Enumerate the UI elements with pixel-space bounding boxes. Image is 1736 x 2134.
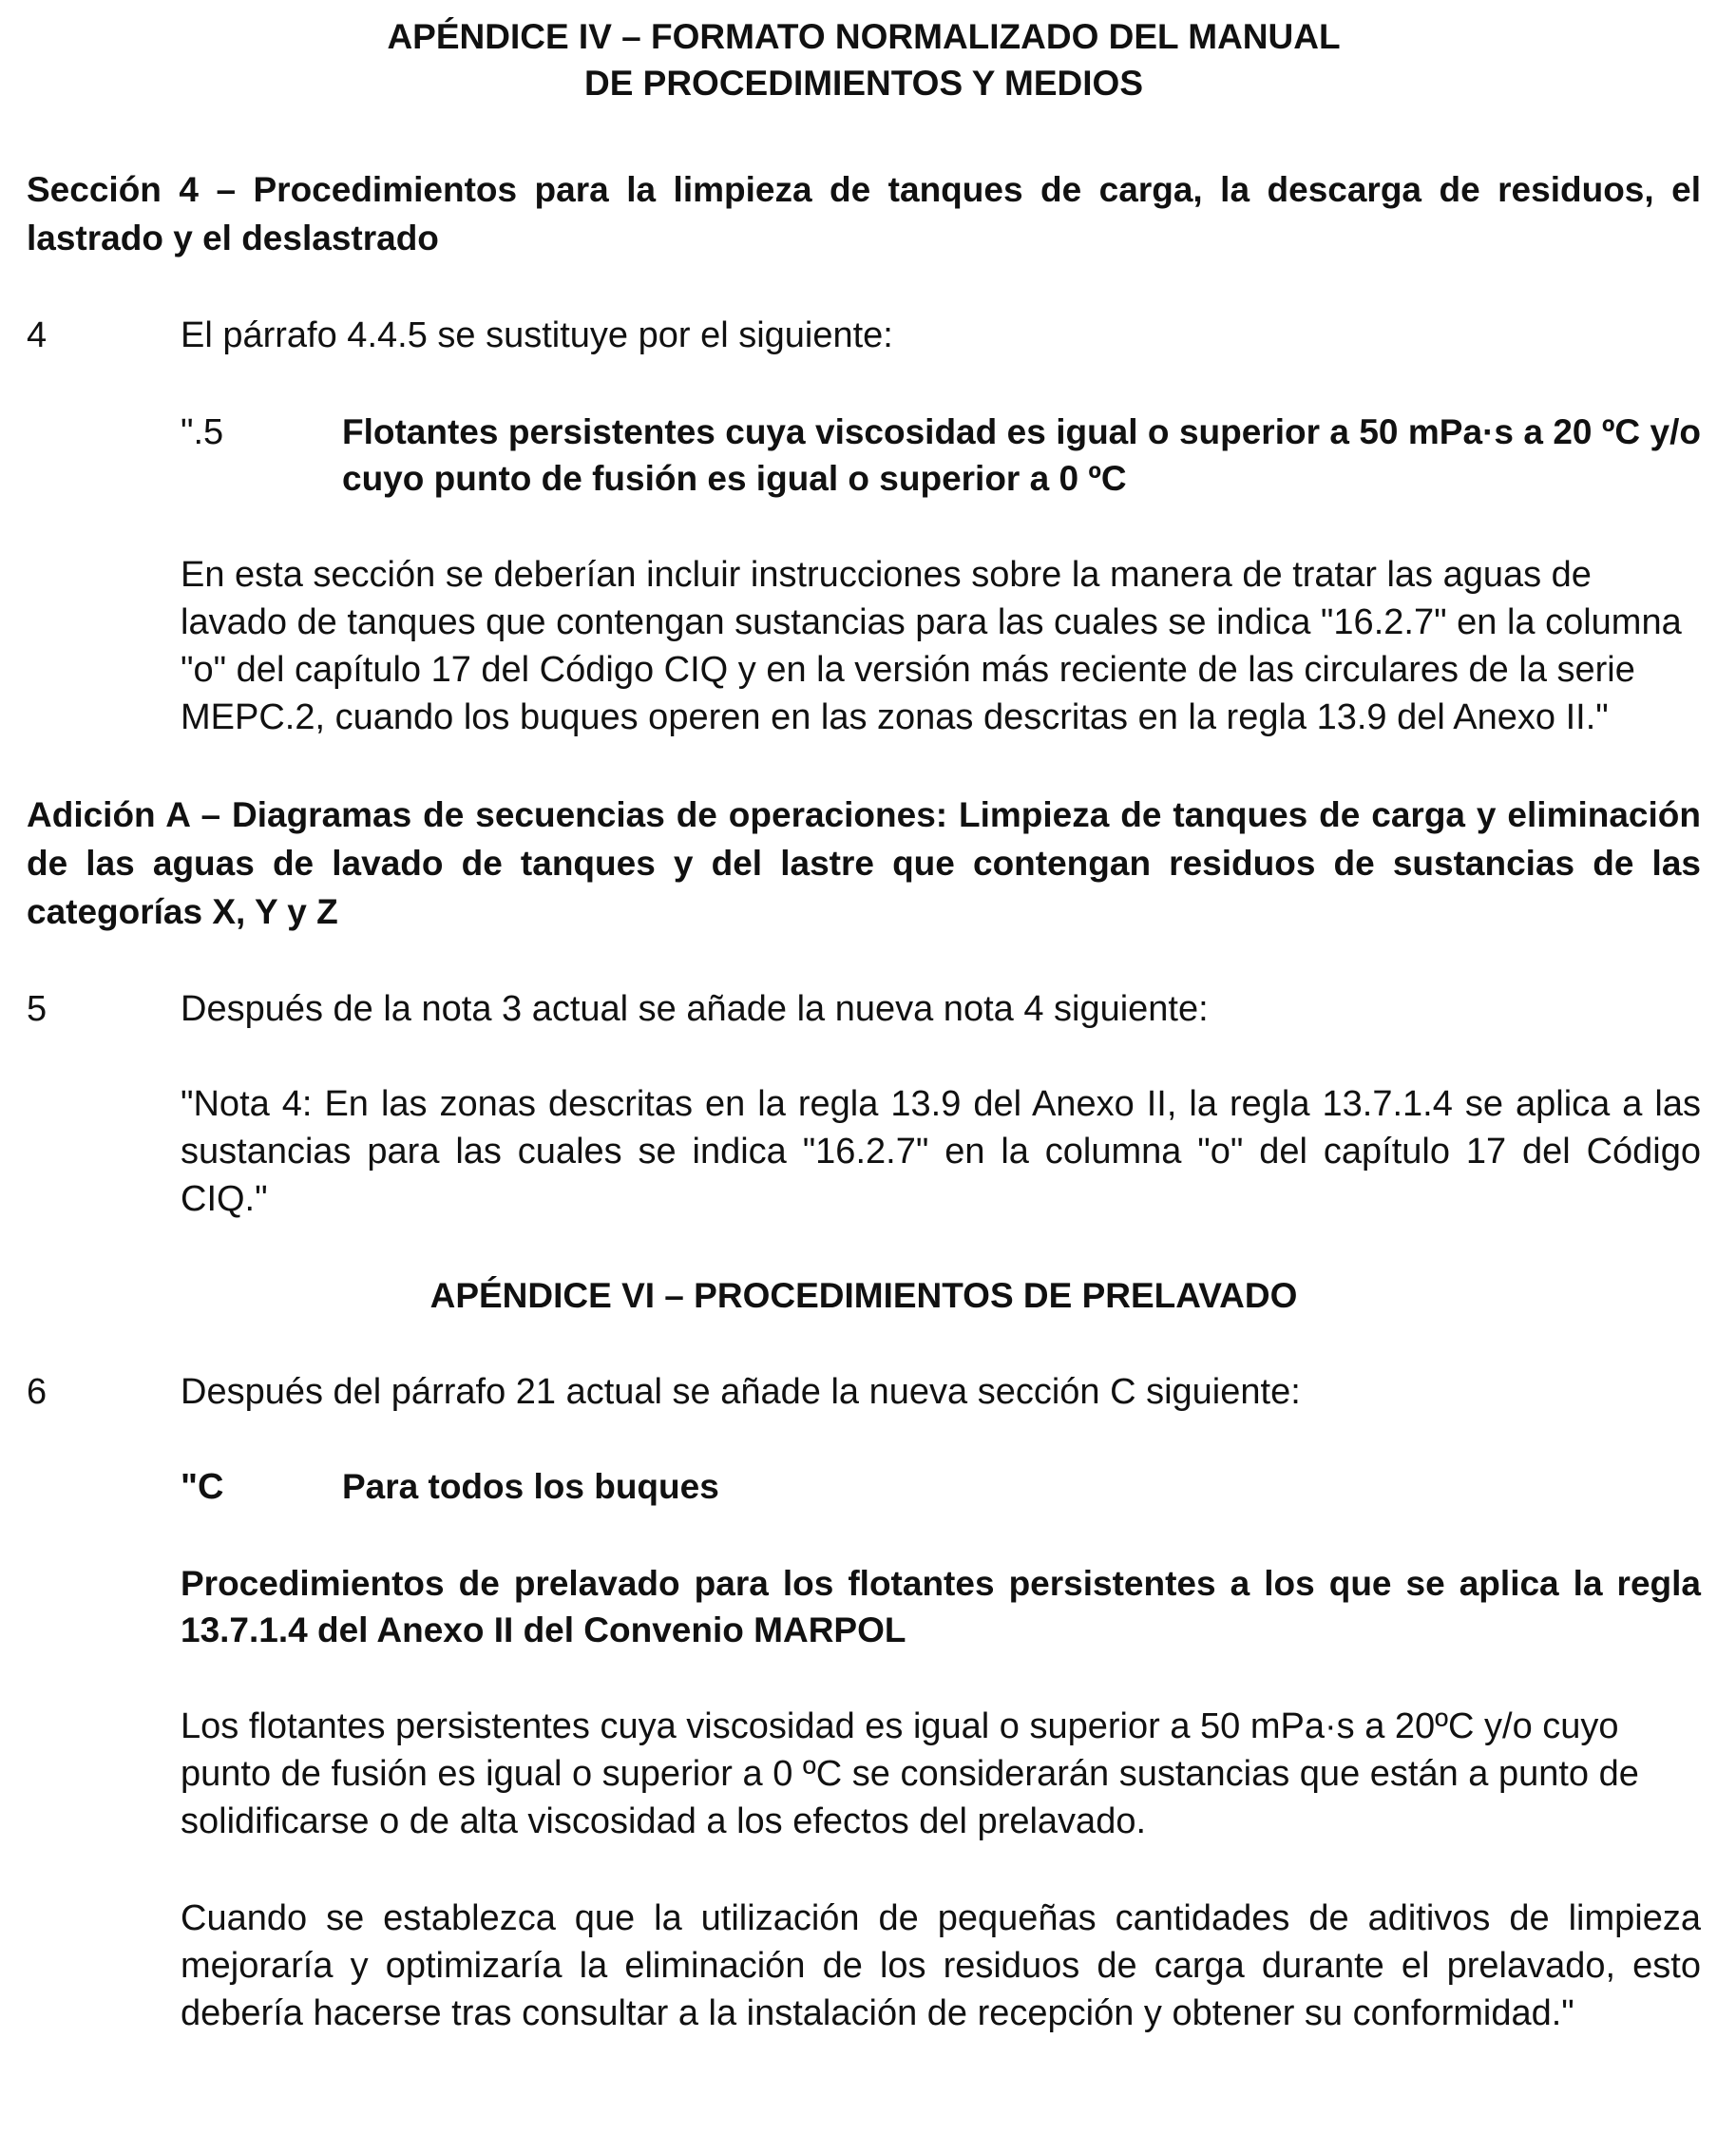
appendix-iv-title-line1: APÉNDICE IV – FORMATO NORMALIZADO DEL MANUAL: [387, 17, 1341, 56]
item-6: [27, 1368, 1701, 1416]
item-5-text: Después de la nota 3 actual se añade la nueva nota 4 siguiente:: [181, 989, 1209, 1029]
item-6-sub-title: Para todos los buques: [342, 1467, 719, 1506]
item-4-number: 4: [27, 315, 48, 355]
item-6-paragraph-1: Los flotantes persistentes cuya viscosidad es igual o superior a 50 mPa·s a 20ºC y/o cuyo punto de fusión es igual o superior a 0 ºC se considerarán sustancias que están a punto de solidificarse o de alta viscosidad a los efectos del prelavado.: [181, 1706, 1639, 1841]
item-4-sub-title: Flotantes persistentes cuya viscosidad es igual o superior a 50 mPa·s a 20 ºC y/o cuyo punto de fusión es igual o superior a 0 ºC: [342, 412, 1701, 498]
item-5: [27, 985, 1701, 1033]
document-page: [27, 13, 1701, 2037]
item-6-number: 6: [27, 1372, 48, 1412]
item-4-subsection: [181, 409, 1701, 502]
item-6-paragraph-2: Cuando se establezca que la utilización de pequeñas cantidades de aditivos de limpieza mejoraría y optimizaría la eliminación de los residuos de carga durante el prelavado, esto debería hacerse tras consultar a la instalación de recepción y obtener su conformidad.": [181, 1898, 1701, 2033]
item-6-sub-number: "C: [181, 1467, 224, 1507]
appendix-iv-title: [27, 13, 1701, 106]
item-6-subsection: [181, 1463, 1701, 1511]
section-4-heading: Sección 4 – Procedimientos para la limpieza de tanques de carga, la descarga de residuos, el lastrado y el deslastrado: [27, 170, 1701, 257]
item-4: [27, 312, 1701, 359]
item-6-text: Después del párrafo 21 actual se añade la nueva sección C siguiente:: [181, 1372, 1301, 1412]
item-5-body: "Nota 4: En las zonas descritas en la regla 13.9 del Anexo II, la regla 13.7.1.4 se aplica a las sustancias para las cuales se indica "16.2.7" en la columna "o" del capítulo 17 del Código CIQ.": [181, 1084, 1701, 1219]
item-4-sub-number: ".5: [181, 412, 224, 452]
addition-a-heading: Adición A – Diagramas de secuencias de operaciones: Limpieza de tanques de carga y eliminación de las aguas de lavado de tanques y del lastre que contengan residuos de sustancias de las categorías X, Y y Z: [27, 795, 1701, 931]
appendix-vi-title: APÉNDICE VI – PROCEDIMIENTOS DE PRELAVADO: [429, 1276, 1298, 1315]
item-5-number: 5: [27, 989, 48, 1029]
item-6-procedures-heading: Procedimientos de prelavado para los flotantes persistentes a los que se aplica la regla 13.7.1.4 del Anexo II del Convenio MARPOL: [181, 1564, 1701, 1649]
item-4-text: El párrafo 4.4.5 se sustituye por el siguiente:: [181, 315, 893, 355]
item-4-body: En esta sección se deberían incluir instrucciones sobre la manera de tratar las aguas de lavado de tanques que contengan sustancias para las cuales se indica "16.2.7" en la columna "o" del capítulo 17 del Código CIQ y en la versión más reciente de las circulares de la serie MEPC.2, cuando los buques operen en las zonas descritas en la regla 13.9 del Anexo II.": [181, 555, 1682, 737]
appendix-iv-title-line2: DE PROCEDIMIENTOS Y MEDIOS: [583, 64, 1143, 103]
